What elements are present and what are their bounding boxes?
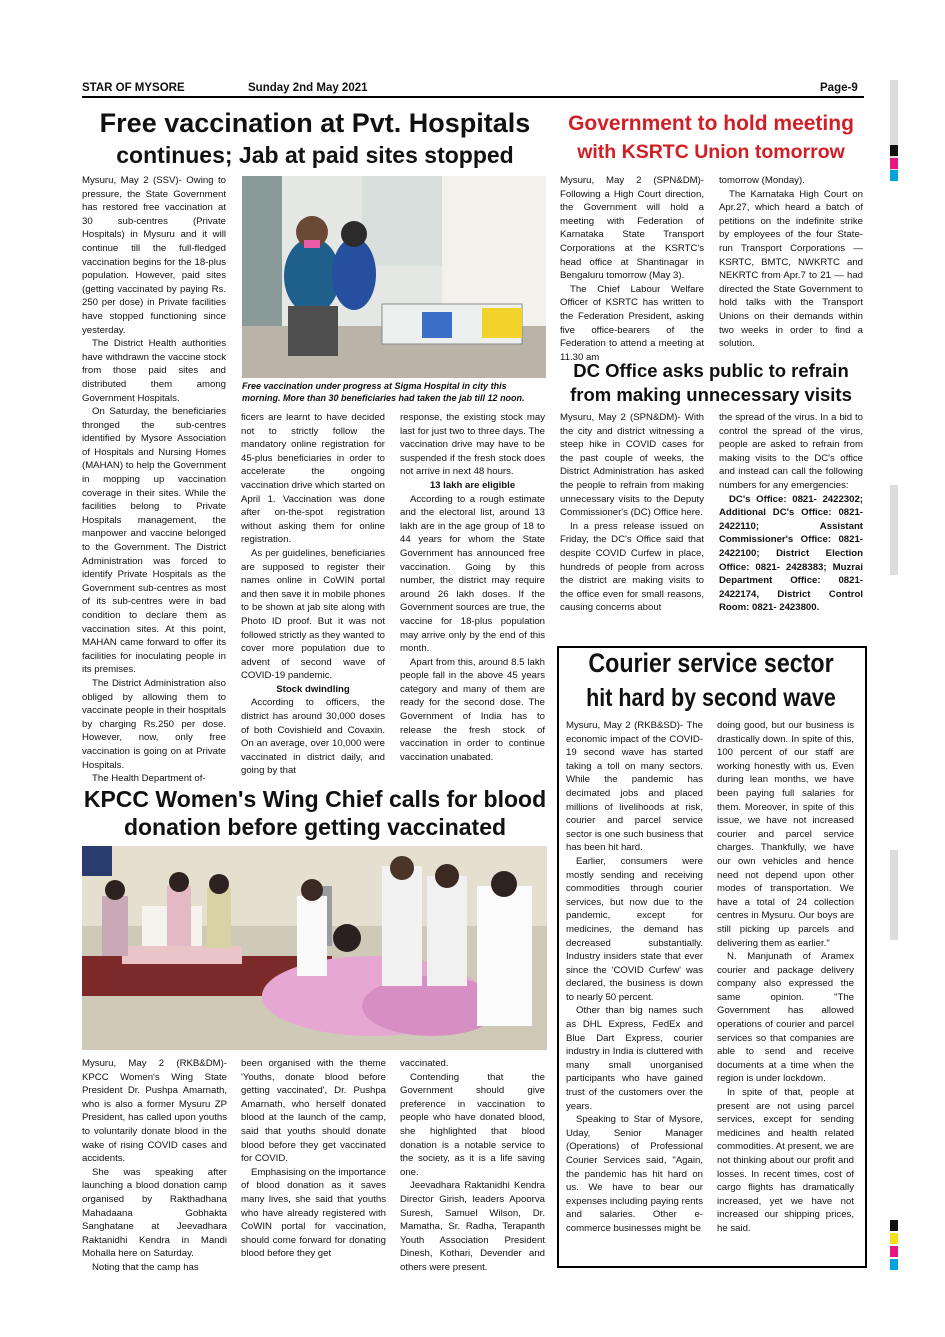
registration-black xyxy=(890,1220,898,1231)
story-kpcc-col1 xyxy=(82,1057,227,1273)
paragraph: Speaking to Star of Mysore, Uday, Senior Manager (Operations) of Professional Courier Services said, "Again, the pandemic has hit hard on us. We have to bear our expenses including paying rents and salaries. Other e-commerce businesses might be xyxy=(566,1114,703,1234)
registration-magenta xyxy=(890,158,898,169)
paragraph: Mysuru, May 2 (SSV)- Owing to pressure, the State Government has restored free vaccination at 30 sub-centres (Private Hospitals) in Mysuru and it will continue till the full-fledged vaccination begins for the 18-plus population. However, paid sites (getting vaccinated by paying Rs. 250 per dose) in Private facilities have stopped functioning since yesterday. xyxy=(82,175,226,336)
headline-ksrtc-line2: with KSRTC Union tomorrow xyxy=(577,141,845,163)
page-number: Page-9 xyxy=(820,82,858,94)
paragraph: Other than big names such as DHL Express, FedEx and Blue Dart Express, courier industry in India is cluttered with many small unorganised participants who have gained trust of the customers over the years. xyxy=(566,1005,703,1112)
headline-dc-office-line2: from making unnecessary visits xyxy=(570,384,852,405)
registration-black xyxy=(890,145,898,156)
paragraph: Earlier, consumers were mostly sending and receiving commodities through courier services, but now due to the pandemic, except for medicines, the demand has decreased substantially. Industry insiders state that ever since the 'COVID Curfew' was declared, the business is down to nearly 50 percent. xyxy=(566,855,703,1003)
paragraph: According to a rough estimate and the electoral list, around 13 lakh are in the age group of 18 to 44 years for whom the State Government has announced free vaccination. Going by this number, the district may require around 26 lakh doses. If the Government sources are true, the vaccine for 18-plus population may arrive only by the end of this month. xyxy=(400,493,545,655)
paragraph: been organised with the theme 'Youths, donate blood before getting vaccinated', Dr. Pushpa Amarnath, who herself donated blood at the launch of the camp, said that youths should donate blood before they get vaccinated for COVID. xyxy=(241,1058,386,1165)
vaccination-photo-illustration xyxy=(242,176,546,378)
paragraph: In a press release issued on Friday, the DC's Office said that despite COVID Curfew in place, hundreds of people from across the district are making visits to the office even for small reasons, causing concerns about xyxy=(560,520,704,614)
registration-magenta xyxy=(890,1246,898,1257)
paragraph: Mysuru, May 2 (RKB&SD)- The economic impact of the COVID-19 second wave has started taking a toll on many sectors. While the pandemic has decimated jobs and placed millions of livelihoods at risk, courier and parcel service sector is one such business that has been hit hard. xyxy=(566,720,703,854)
headline-ksrtc-line1: Government to hold meeting xyxy=(568,112,854,135)
registration-bar xyxy=(890,485,898,575)
vaccination-photo xyxy=(242,176,546,378)
blood-donation-photo-illustration xyxy=(82,846,547,1050)
paragraph: The Karnataka High Court on Apr.27, which heard a batch of petitions on the indefinite strike by employees of the four State-run Transport Corporations — KSRTC, BMTC, NWKRTC and NEKRTC from Apr.7 to 21 — had directed the State Government to hold talks with the Transport Unions on their demands within two weeks in order to find a solution. xyxy=(719,188,863,350)
paragraph: Mysuru, May 2 (SPN&DM)- Following a High Court direction, the Government will hold a meeting with Federation of Karnataka State Transport Corporations at the KSRTC's head office at Shantinagar in Bengaluru tomorrow (May 3). xyxy=(560,175,704,282)
story-courier-col2 xyxy=(717,719,854,1259)
paragraph: Noting that the camp has xyxy=(92,1261,199,1273)
paragraph: On Saturday, the beneficiaries thronged the sub-centres identified by Mysore Association of Hospitals and Nursing Homes (MAHAN) to help the Government in mopping up vaccination coverage in their sites. While the facilities belong to Private Hospitals management, the manpower and vaccine belonged to the Government. The District Administration was forced to identify Private Hospitals as the Government sub-centres as most of its sub-centres were in bad condition to declare them as vaccination sites. At this point, MAHAN came forward to offer its facilities for inoculating people in its premises. xyxy=(82,406,226,676)
paragraph: Jeevadhara Raktanidhi Kendra Director Girish, leaders Apoorva Suresh, Samuel Wilson, Dr. Mamatha, Sr. Radha, Terapanth Youth Association President Dinesh, Kothari, Devender and others were present. xyxy=(400,1180,545,1273)
paragraph: doing good, but our business is drastically down. In spite of this, 100 percent of our staff are working honestly with us. Even during lean months, we have been paying full salaries for them. Moreover, in spite of this issue, we have not increased courier and parcel service charges. Thankfully, we have our own vehicles and hence need not depend upon other modes of transportation. We have a total of 24 collection centres in Mysuru. Our boys are still picking up parcels and delivering them as earlier." xyxy=(717,720,854,949)
story-vaccination-col1 xyxy=(82,174,226,785)
story-kpcc-col2 xyxy=(241,1057,386,1269)
story-dc-office-col1 xyxy=(560,411,704,636)
registration-bar xyxy=(890,80,898,170)
headline-courier-line1: Courier service sector xyxy=(588,648,834,678)
emergency-numbers: DC's Office: 0821- 2422302; Additional DC's Office: 0821- 2422110; Assistant Commissioner's Office: 0821-2422100; District Election Office: 0821- 2428383; Muzrai Department Office: 0821- 2422174, District Control Room: 0821- 2423800. xyxy=(719,493,863,614)
story-ksrtc-col1 xyxy=(560,174,704,363)
paragraph: response, the existing stock may last for just two to three days. The vaccination drive may have to be suspended if the fresh stock does not arrive in next 48 hours. xyxy=(400,412,545,478)
registration-cyan xyxy=(890,1259,898,1270)
paragraph: Mysuru, May 2 (SPN&DM)- With the city and district witnessing a steep hike in COVID cases for the past couple of weeks, the District Administration has asked the people to refrain from making unnecessary visits to the Deputy Commissioner's (DC) Office here. xyxy=(560,412,704,519)
headline-kpcc-line2: donation before getting vaccinated xyxy=(123,814,507,840)
paragraph: The District Administration also obliged by allowing them to vaccinate people in their hospitals by charging Rs.250 per dose. However, now, only free vaccination is going on at Private Hospitals. xyxy=(82,677,226,771)
paragraph: Mysuru, May 2 (RKB&DM)- KPCC Women's Wing State President Dr. Pushpa Amarnath, who is also a former Mysuru ZP President, has called upon youths to voluntarily donate blood in the wake of rising COVID cases and accidents. xyxy=(82,1058,227,1165)
registration-cyan xyxy=(890,170,898,181)
paragraph: Emphasising on the importance of blood donation as it saves many lives, she said that youths who have already registered with CoWIN portal for vaccination, should come forward for donating blood before they get xyxy=(241,1166,386,1260)
paragraph: the spread of the virus. In a bid to control the spread of the virus, people are asked to refrain from making visits to the DC's office and instead can call the following numbers for any emergencies: xyxy=(719,412,863,491)
paragraph: The Health Department of- xyxy=(92,773,206,785)
paragraph: The District Health authorities have withdrawn the vaccine stock from those paid sites and distributed them among Government Hospitals. xyxy=(82,338,226,404)
masthead-paper-name: STAR OF MYSORE xyxy=(82,82,185,94)
story-vaccination-col2 xyxy=(241,411,385,781)
paragraph: The Chief Labour Welfare Officer of KSRTC has written to the Federation President, asking five office-bearers of the Federation to attend a meeting at 11.30 am xyxy=(560,283,704,363)
headline-dc-office-line1: DC Office asks public to refrain xyxy=(573,360,849,381)
paragraph: vaccinated. xyxy=(400,1058,449,1069)
paragraph: In spite of that, people at present are not using parcel services, except for sending medicines and health related commodities. At present, we are not thinking about our profit and losses. In recent times, cost of cargo flights has dramatically increased, yet we have not increased our shipping prices, he said. xyxy=(717,1087,854,1234)
registration-bar xyxy=(890,850,898,940)
vaccination-photo-caption: Free vaccination under progress at Sigma Hospital in city this morning. More than 30 beneficiaries had taken the jab till 12 noon. xyxy=(242,381,525,403)
masthead-date: Sunday 2nd May 2021 xyxy=(248,82,368,94)
story-ksrtc-col2 xyxy=(719,174,863,354)
subhead-stock-dwindling: Stock dwindling xyxy=(276,683,350,695)
paragraph: Apart from this, around 8.5 lakh people fall in the above 45 years category and many of them are ready for the second dose. The Government of India has to release the fresh stock of vaccination in order to continue vaccination unabated. xyxy=(400,656,545,763)
headline-courier-line2: hit hard by second wave xyxy=(586,684,836,712)
paragraph: Contending that the Government should give preference in vaccination to people who have donated blood, she highlighted that blood donation is a notable service to the society, as it is a life saving one. xyxy=(400,1071,545,1178)
paragraph: She was speaking after launching a blood donation camp organised by Rakthadhana Mahadaana Gobhakta Sanghatane at Jeevadhara Raktanidhi Kendra in Mandi Mohalla here on Saturday. xyxy=(82,1166,227,1260)
paragraph: As per guidelines, beneficiaries are supposed to register their names online in CoWIN portal and then save it in mobile phones to be shown at jab site along with Photo ID proof. But it was not followed strictly as they wanted to cover more population due to advent of second wave of COVID-19 pandemic. xyxy=(241,547,385,682)
story-kpcc-col3 xyxy=(400,1057,545,1273)
header-rule xyxy=(82,96,864,98)
paragraph: tomorrow (Monday). xyxy=(719,175,805,186)
paragraph: N. Manjunath of Aramex courier and package delivery company also expressed the same opinion. "The Government has allowed operations of courier and parcel services so that companies are able to send and receive documents at a time when the region is under lockdown. xyxy=(717,951,854,1085)
story-vaccination-col3 xyxy=(400,411,545,781)
story-dc-office-col2 xyxy=(719,411,863,636)
blood-donation-photo xyxy=(82,846,547,1050)
registration-yellow xyxy=(890,1233,898,1244)
headline-kpcc-line1: KPCC Women's Wing Chief calls for blood xyxy=(83,786,547,812)
paragraph: ficers are learnt to have decided not to strictly follow the mandatory online registration for 45-plus beneficiaries in order to accelerate the ongoing vaccination drive which started on April 1. Vaccination was done after on-the-spot registration without asking them for online registration. xyxy=(241,412,385,546)
headline-vaccination-line2: continues; Jab at paid sites stopped xyxy=(116,142,514,168)
paragraph: According to officers, the district has around 30,000 doses of both Covishield and Covaxin. On an average, over 10,000 were vaccinated in district daily, and going by that xyxy=(241,697,385,777)
headline-vaccination-line1: Free vaccination at Pvt. Hospitals xyxy=(99,108,531,138)
story-courier-col1 xyxy=(566,719,703,1259)
subhead-13-lakh: 13 lakh are eligible xyxy=(429,479,516,491)
